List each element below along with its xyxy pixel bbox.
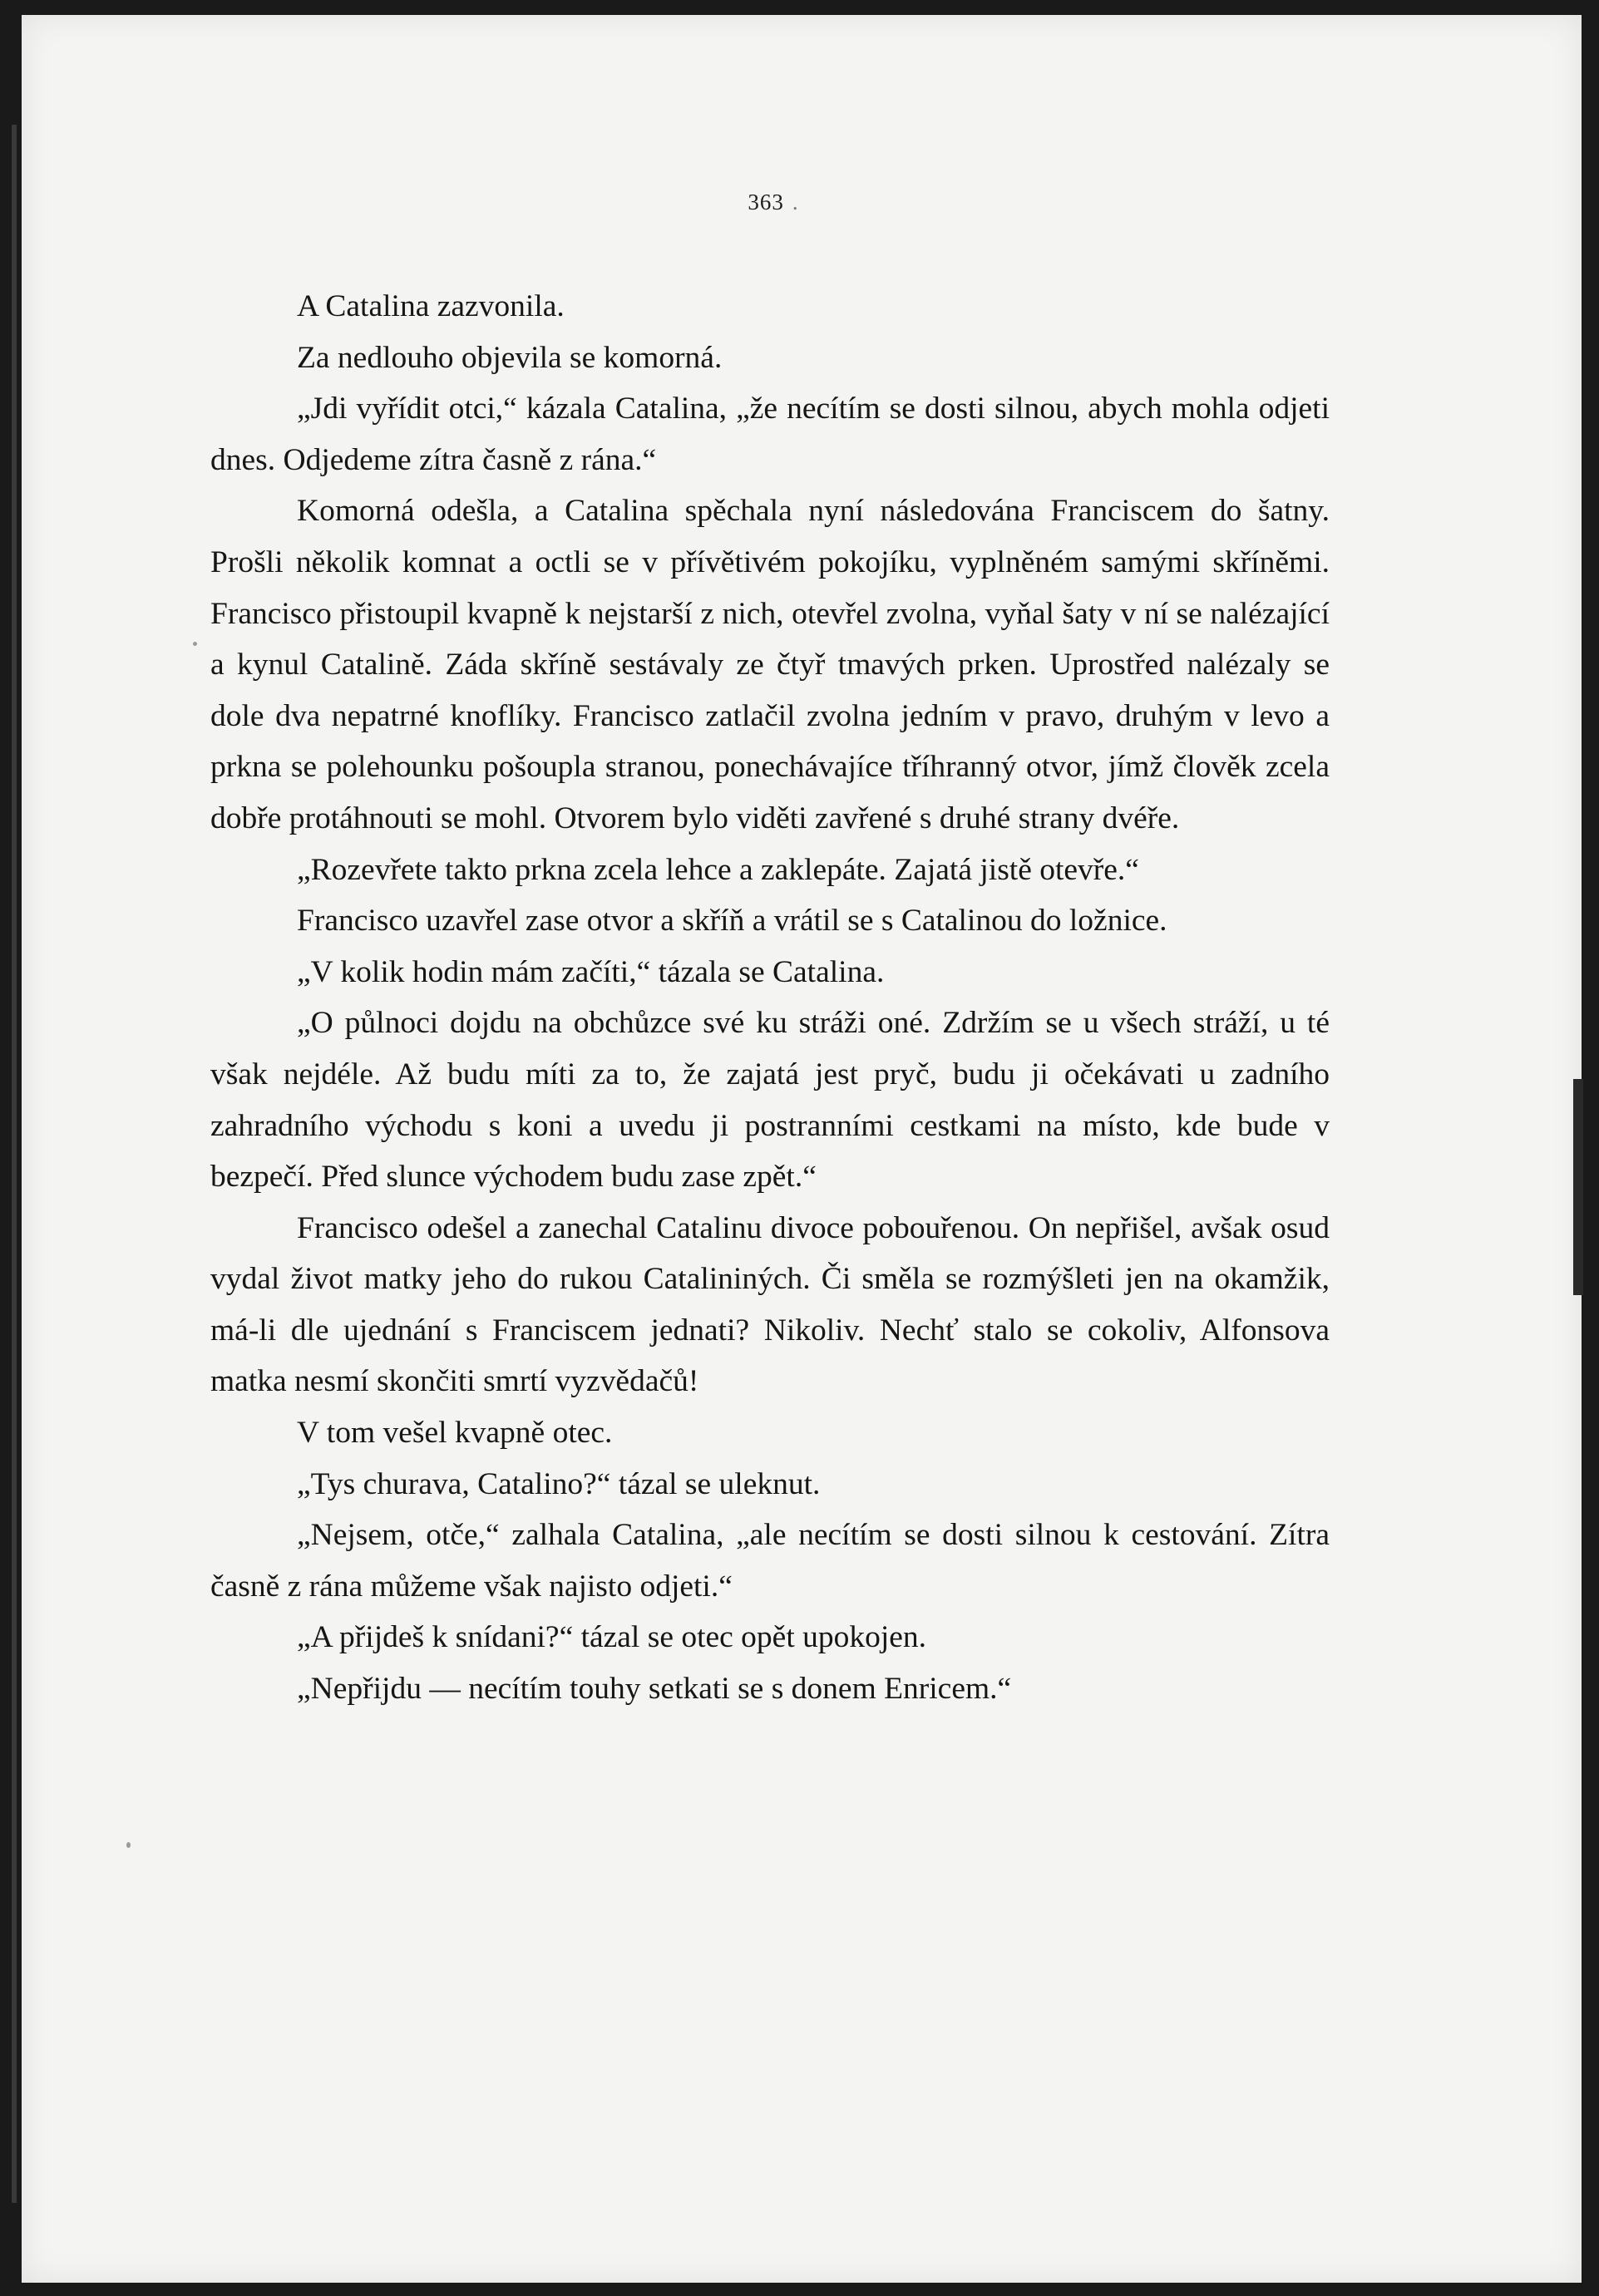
paper-speck [126,1842,131,1848]
scan-edge-left [12,125,17,2203]
paragraph: V tom vešel kvapně otec. [297,1416,613,1451]
paragraph: „Tys churava, Catalino?“ tázal se uleknut. [297,1466,821,1501]
paragraph: Francisco uzavřel zase otvor a skříň a vrátil se s Catalinou do ložnice. [297,904,1167,939]
body-text [210,281,1330,1715]
paragraph: „A přijdeš k snídani?“ tázal se otec opět upokojen. [297,1620,927,1655]
paragraph: „Nejsem, otče,“ zalhala Catalina, „ale necítím se dosti silnou k cestování. Zítra časně z rána můžeme však najisto odjeti.“ [210,1518,1330,1604]
page-number-mark: . [792,190,799,214]
page-number [740,190,807,215]
paragraph: A Catalina zazvonila. [297,289,565,323]
paragraph: „Nepřijdu — necítím touhy setkati se s donem Enricem.“ [297,1672,1012,1707]
paragraph: „O půlnoci dojdu na obchůzce své ku stráži oné. Zdržím se u všech stráží, u té však nejdéle. Až budu míti za to, že zajatá jest pryč, budu ji očekávati u zadního zahradního východu s koni a uvedu ji postranními cestkami na místo, kde bude v bezpečí. Před slunce východem budu zase zpět.“ [210,1006,1330,1195]
paragraph: Za nedlouho objevila se komorná. [297,340,723,375]
paragraph: „V kolik hodin mám začíti,“ tázala se Catalina. [297,954,885,989]
paper-speck [193,642,197,646]
paragraph: Francisco odešel a zanechal Catalinu divoce pobouřenou. On nepřišel, avšak osud vydal život matky jeho do rukou Catalininých. Či směla se rozmýšleti jen na okamžik, má-li dle ujednání s Franciscem jednati? Nikoliv. Nechť stalo se cokoliv, Alfonsova matka nesmí skončiti smrtí vyzvědačů! [210,1210,1330,1399]
page-number-value: 363 [748,190,784,214]
paragraph: „Rozevřete takto prkna zcela lehce a zaklepáte. Zajatá jistě otevře.“ [297,852,1139,887]
paragraph: Komorná odešla, a Catalina spěchala nyní následována Franciscem do šatny. Prošli několik komnat a octli se v přívětivém pokojíku, vyplněném samými skříněmi. Francisco přistoupil kvapně k nejstarší z nich, otevřel zvolna, vyňal šaty v ní se nalézající a kynul Catalině. Záda skříně sestávaly ze čtyř tmavých prken. Uprostřed nalézaly se dole dva nepatrné knoflíky. Francisco zatlačil zvolna jedním v pravo, druhým v levo a prkna se polehounku pošoupla stranou, ponechávajíce tříhranný otvor, jímž člověk zcela dobře protáhnouti se mohl. Otvorem bylo viděti zavřené s druhé strany dvéře. [210,494,1330,835]
scan-edge-right [1573,1079,1583,1295]
paragraph: „Jdi vyřídit otci,“ kázala Catalina, „že necítím se dosti silnou, abych mohla odjeti dnes. Odjedeme zítra časně z rána.“ [210,392,1330,477]
